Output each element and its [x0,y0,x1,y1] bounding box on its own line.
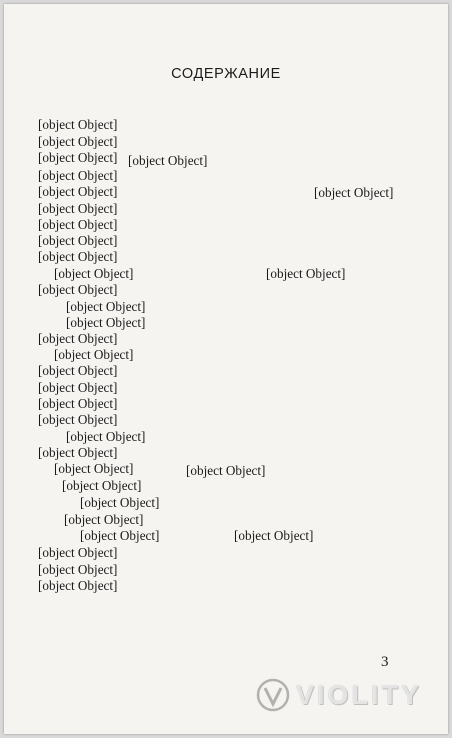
toc-entry: [object Object] [38,396,118,411]
toc-entry: [object Object] [38,150,118,165]
toc-entry: [object Object] [80,495,160,510]
toc-entry: [object Object] [38,578,118,593]
watermark [256,678,422,712]
toc-entry: [object Object] [266,266,346,281]
toc-entry: [object Object] [38,201,118,216]
page-number: 3 [381,654,389,670]
page-title: СОДЕРЖАНИЕ [171,66,281,82]
toc-entry: [object Object] [38,363,118,378]
toc-entry: [object Object] [38,282,118,297]
toc-entry: [object Object] [64,512,144,527]
toc-entry: [object Object] [38,249,118,264]
toc-entry: [object Object] [66,299,146,314]
toc-entry: [object Object] [80,528,160,543]
toc-entry: [object Object] [38,168,118,183]
toc-entry: [object Object] [38,380,118,395]
toc-entry: [object Object] [38,134,118,149]
toc-entry: [object Object] [66,315,146,330]
toc-entry: [object Object] [62,478,142,493]
toc-entry: [object Object] [54,266,134,281]
toc-entry: [object Object] [38,217,118,232]
book-page [4,4,448,734]
toc-entry: [object Object] [38,545,118,560]
toc-entry: [object Object] [54,461,134,476]
toc-entry: [object Object] [38,562,118,577]
toc-entry: [object Object] [54,347,134,362]
toc-entry: [object Object] [38,184,118,199]
toc-entry: [object Object] [38,412,118,427]
toc-entry: [object Object] [234,528,314,543]
violity-logo-icon [256,678,290,712]
toc-entry: [object Object] [66,429,146,444]
toc-entry: [object Object] [38,445,118,460]
toc-entry: [object Object] [38,331,118,346]
toc-entry: [object Object] [38,233,118,248]
toc-entry: [object Object] [38,117,118,132]
toc-entry: [object Object] [314,185,394,200]
toc-entry: [object Object] [128,153,208,168]
watermark-text: VIOLITY [296,679,423,710]
toc-entry: [object Object] [186,463,266,478]
